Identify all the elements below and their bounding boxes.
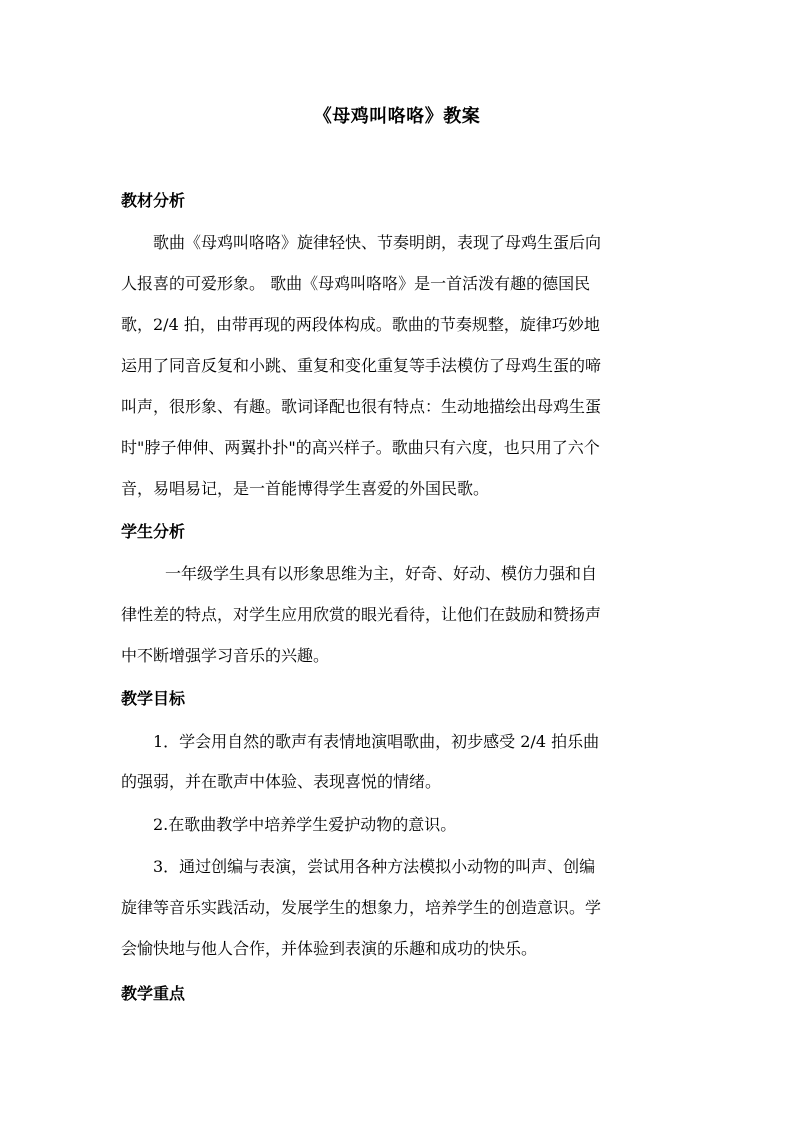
objective-line: 会愉快地与他人合作，并体验到表演的乐趣和成功的快乐。 [121,939,538,958]
section-heading-teaching-objectives: 教学目标 [121,689,186,708]
objective-line: 3．通过创编与表演，尝试用各种方法模拟小动物的叫声、创编 [153,857,596,876]
paragraph-line: 音，易唱易记，是一首能博得学生喜爱的外国民歌。 [121,479,490,498]
paragraph-line: 运用了同音反复和小跳、重复和变化重复等手法模仿了母鸡生蛋的啼 [121,356,602,375]
paragraph-line: 歌，2/4 拍，由带再现的两段体构成。歌曲的节奏规整，旋律巧妙地 [121,315,600,334]
section-heading-student-analysis: 学生分析 [121,522,186,541]
paragraph-line: 律性差的特点，对学生应用欣赏的眼光看待，让他们在鼓励和赞扬声 [121,605,602,624]
paragraph-line: 人报喜的可爱形象。 歌曲《母鸡叫咯咯》是一首活泼有趣的德国民 [121,274,591,293]
objective-line: 1．学会用自然的歌声有表情地演唱歌曲，初步感受 2/4 拍乐曲 [153,732,600,751]
paragraph-line: 歌曲《母鸡叫咯咯》旋律轻快、节奏明朗，表现了母鸡生蛋后向 [153,233,602,252]
section-heading-teaching-focus: 教学重点 [121,984,186,1003]
objective-line: 的强弱，并在歌声中体验、表现喜悦的情绪。 [121,772,442,791]
objective-line: 2.在歌曲教学中培养学生爱护动物的意识。 [153,815,457,834]
section-heading-material-analysis: 教材分析 [121,191,186,210]
objective-line: 旋律等音乐实践活动，发展学生的想象力，培养学生的创造意识。学 [121,898,602,917]
paragraph-line: 时"脖子伸伸、两翼扑扑"的高兴样子。歌曲只有六度，也只用了六个 [121,438,600,457]
paragraph-line: 中不断增强学习音乐的兴趣。 [121,646,330,665]
paragraph-line: 叫声，很形象、有趣。歌词译配也很有特点：生动地描绘出母鸡生蛋 [121,397,602,416]
paragraph-line: 一年级学生具有以形象思维为主，好奇、好动、模仿力强和自 [165,564,598,583]
document-title: 《母鸡叫咯咯》教案 [313,106,481,127]
